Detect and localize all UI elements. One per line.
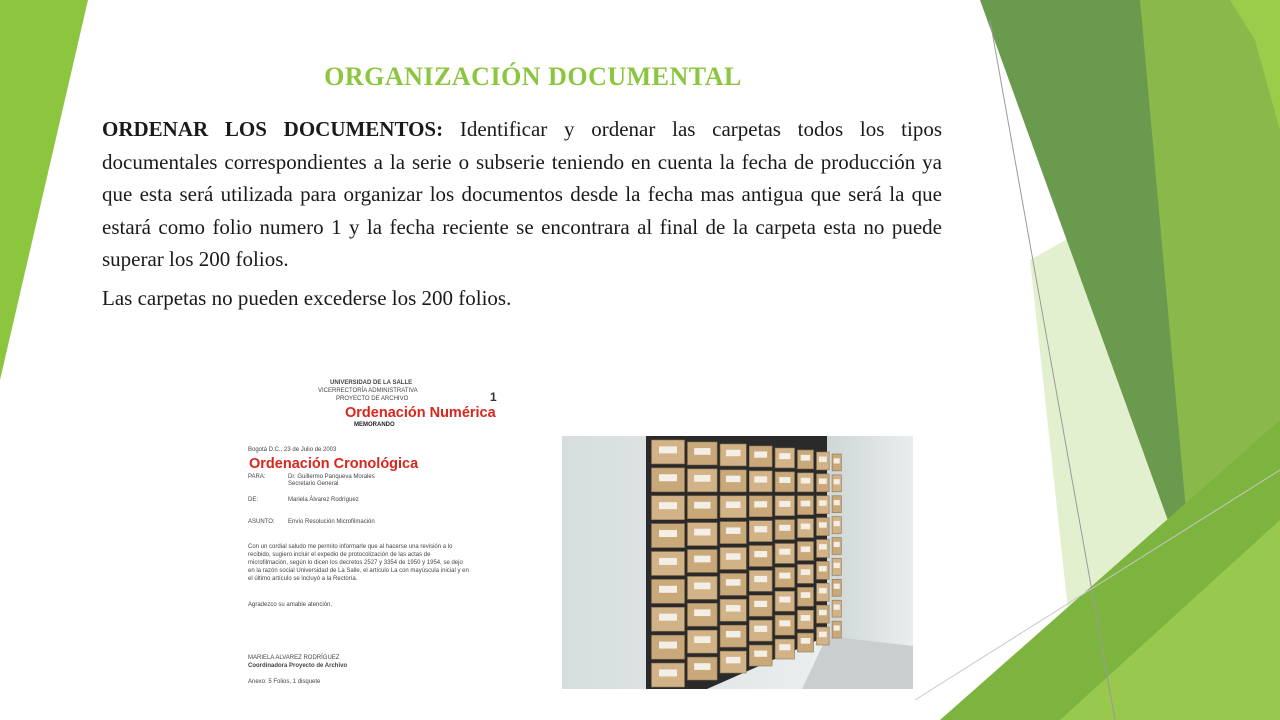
archive-box-label bbox=[659, 614, 677, 621]
left-green-triangle bbox=[0, 0, 88, 380]
archive-box-label bbox=[726, 553, 741, 559]
archive-box-label bbox=[754, 626, 767, 632]
doc-body-line2: recibido, sugiero incluir el expedio de protocolización de las actas de bbox=[248, 552, 431, 558]
archive-box-label bbox=[834, 458, 840, 463]
folio-limit-note: Las carpetas no pueden excederse los 200 folios. bbox=[102, 285, 512, 310]
archive-box-label bbox=[694, 448, 710, 455]
archive-box-label bbox=[819, 500, 827, 505]
archive-box-label bbox=[726, 631, 741, 637]
archive-box-label bbox=[694, 583, 710, 590]
archive-box-label bbox=[659, 669, 677, 676]
archive-box-label bbox=[659, 530, 677, 537]
doc-heading-chronological: Ordenación Cronológica bbox=[249, 456, 419, 472]
archive-box-label bbox=[801, 455, 811, 461]
archive-box-label bbox=[819, 632, 827, 637]
doc-asunto-label: ASUNTO: bbox=[248, 519, 275, 525]
archive-box-label bbox=[819, 610, 827, 615]
archive-box-label bbox=[834, 479, 840, 484]
archive-box-label bbox=[779, 620, 790, 626]
paragraph-text: Identificar y ordenar las carpetas todos los tipos documentales correspondientes a la serie o subserie teniendo en cuenta la fecha de producción ya que esta será utilizada para organizar los documentos desde la fecha mas antigua que será la que estará como folio numero 1 y la fecha reciente se encontrara al final de la carpeta esta no puede superar los 200 folios. bbox=[102, 117, 942, 271]
doc-para-name: Dr. Guillermo Panqueva Morales bbox=[288, 474, 375, 480]
doc-number: 1 bbox=[490, 390, 497, 404]
archive-box-label bbox=[819, 522, 827, 527]
main-paragraph bbox=[102, 113, 942, 276]
doc-asunto-value: Envío Resolución Microfilmación bbox=[288, 519, 375, 525]
archive-box-label bbox=[694, 475, 710, 482]
archive-box-label bbox=[834, 584, 840, 589]
archive-box-label bbox=[726, 502, 741, 508]
archive-box-label bbox=[754, 651, 767, 657]
doc-body-line4: en la razón social Universidad de La Salle, el artículo La con mayúscula inicial y en bbox=[248, 568, 469, 574]
doc-para-role: Secretario General bbox=[288, 481, 339, 487]
doc-date-line: Bogotá D.C., 23 de Julio de 2003 bbox=[248, 447, 337, 453]
archive-box-label bbox=[801, 501, 811, 507]
archive-box-label bbox=[694, 529, 710, 536]
doc-memo-label: MEMORANDO bbox=[354, 422, 395, 428]
doc-de-label: DE: bbox=[248, 497, 259, 503]
archive-box-label bbox=[801, 546, 811, 552]
lead-label: ORDENAR LOS DOCUMENTOS: bbox=[102, 117, 444, 141]
archive-box-label bbox=[726, 605, 741, 611]
doc-org-line3: PROYECTO DE ARCHIVO bbox=[336, 396, 409, 402]
doc-annex: Anexo: 5 Folios, 1 disquete bbox=[248, 679, 321, 685]
doc-sign-name: MARIELA ALVAREZ RODRÍGUEZ bbox=[248, 655, 340, 661]
slide-body bbox=[102, 113, 942, 314]
doc-body-line1: Con un cordial saludo me permito informarle que al hacerse una revisión a lo bbox=[248, 544, 453, 550]
archive-box-label bbox=[779, 525, 790, 531]
archive-box-label bbox=[779, 597, 790, 603]
archive-box-label bbox=[819, 544, 827, 549]
archive-box-label bbox=[801, 615, 811, 621]
archive-box-label bbox=[726, 527, 741, 533]
archive-box-label bbox=[726, 476, 741, 482]
slide-title: ORGANIZACIÓN DOCUMENTAL bbox=[324, 62, 742, 91]
archive-box-label bbox=[754, 501, 767, 507]
archive-box-label bbox=[801, 569, 811, 575]
archive-box-label bbox=[694, 502, 710, 509]
doc-body-line3: microfilmación, según lo dicen los decretos 2527 y 3354 de 1950 y 1954, se dejo bbox=[248, 560, 463, 566]
archive-box-label bbox=[726, 450, 741, 456]
archive-box-label bbox=[834, 625, 840, 630]
archive-shelves-photo bbox=[562, 436, 913, 689]
archive-box-label bbox=[659, 558, 677, 565]
archive-box-label bbox=[834, 563, 840, 568]
doc-org-line1: UNIVERSIDAD DE LA SALLE bbox=[330, 380, 413, 386]
archive-box-label bbox=[754, 476, 767, 482]
archive-shelves-illustration bbox=[562, 436, 913, 689]
doc-sign-role: Coordinadora Proyecto de Archivo bbox=[248, 663, 348, 669]
archive-box-label bbox=[754, 576, 767, 582]
archive-box-label bbox=[694, 609, 710, 616]
archive-box-label bbox=[659, 586, 677, 593]
doc-para-label: PARA: bbox=[248, 474, 266, 480]
archive-box-label bbox=[694, 636, 710, 643]
archive-box-label bbox=[659, 642, 677, 649]
archive-box-label bbox=[834, 500, 840, 505]
archive-box-label bbox=[659, 502, 677, 509]
archive-box-label bbox=[726, 657, 741, 663]
doc-body-line5: el último artículo se incluyó a la Rectoría. bbox=[248, 576, 358, 582]
archive-box-label bbox=[694, 663, 710, 670]
archive-box-label bbox=[801, 524, 811, 530]
archive-box-label bbox=[819, 566, 827, 571]
archive-box-label bbox=[779, 477, 790, 483]
archive-box-label bbox=[659, 446, 677, 453]
doc-de-name: Mariela Álvarez Rodríguez bbox=[288, 497, 359, 503]
archive-box-label bbox=[834, 521, 840, 526]
archive-box-label bbox=[754, 451, 767, 457]
archive-box-label bbox=[779, 549, 790, 555]
archive-box-label bbox=[801, 478, 811, 484]
memo-document-image bbox=[230, 376, 530, 720]
archive-box-label bbox=[801, 638, 811, 644]
archive-box-label bbox=[779, 501, 790, 507]
archive-box-label bbox=[801, 592, 811, 598]
archive-box-label bbox=[659, 474, 677, 481]
archive-box-label bbox=[779, 453, 790, 459]
archive-box-label bbox=[754, 551, 767, 557]
archive-box-label bbox=[779, 573, 790, 579]
archive-box-label bbox=[694, 556, 710, 563]
archive-box-label bbox=[819, 588, 827, 593]
archive-box-label bbox=[754, 601, 767, 607]
archive-box-label bbox=[834, 604, 840, 609]
archive-box-label bbox=[726, 579, 741, 585]
doc-thanks: Agradezco su amable atención, bbox=[248, 602, 333, 608]
archive-box-label bbox=[834, 542, 840, 547]
archive-box-label bbox=[819, 478, 827, 483]
archive-box-label bbox=[779, 644, 790, 650]
archive-box-label bbox=[819, 457, 827, 462]
archive-box-label bbox=[754, 526, 767, 532]
doc-org-line2: VICERRECTORÍA ADMINISTRATIVA bbox=[318, 388, 418, 394]
doc-heading-numeric: Ordenación Numérica bbox=[345, 405, 496, 421]
